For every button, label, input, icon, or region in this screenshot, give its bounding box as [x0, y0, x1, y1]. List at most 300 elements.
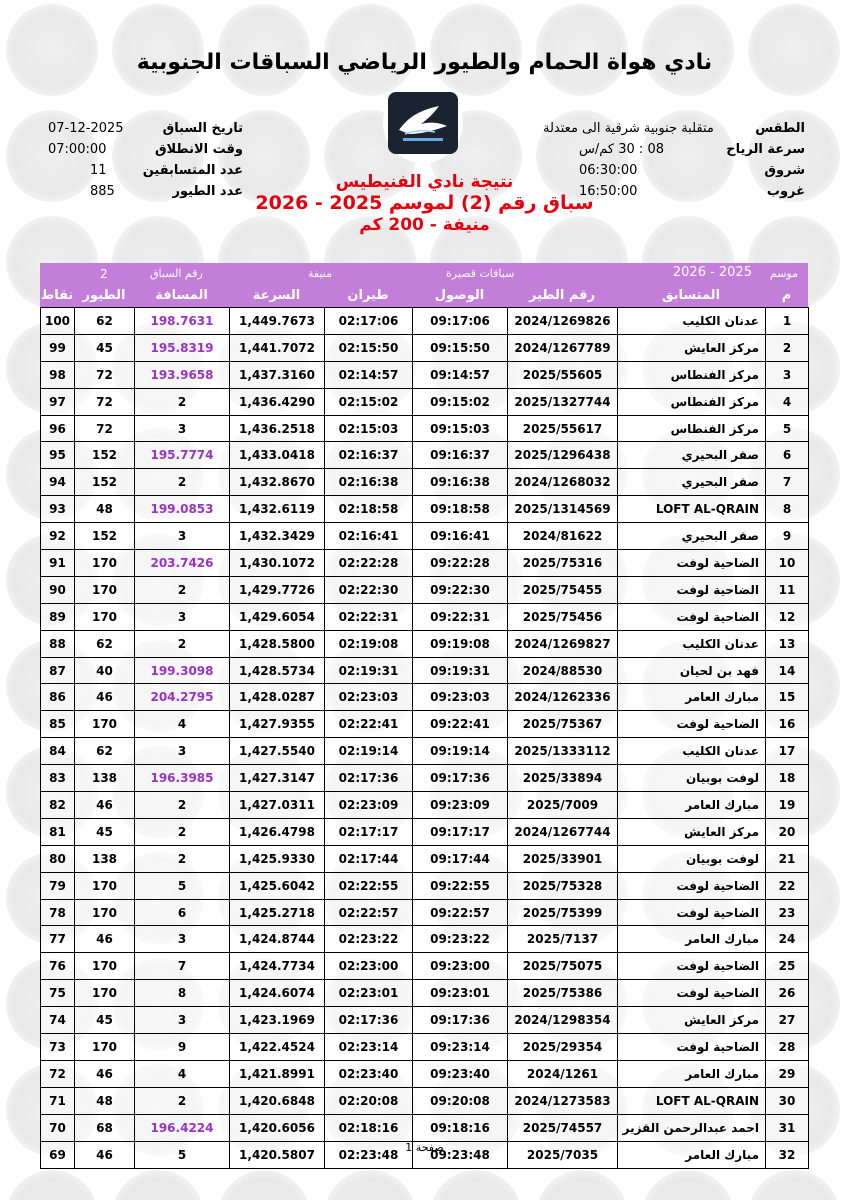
- cell-birds: 46: [75, 1060, 135, 1087]
- cell-ring: 2024/1273583: [508, 1087, 618, 1114]
- cell-flight: 02:23:48: [325, 1141, 413, 1168]
- cell-speed: 1,437.3160: [230, 361, 325, 388]
- table-row: [41, 523, 809, 550]
- cell-birds: 170: [75, 1034, 135, 1061]
- cell-speed: 1,422.4524: [230, 1034, 325, 1061]
- cell-flight: 02:17:06: [325, 308, 413, 335]
- cell-flight: 02:20:08: [325, 1087, 413, 1114]
- cell-name: الضاحية لوفت: [618, 603, 766, 630]
- table-row: [41, 792, 809, 819]
- cell-distance: 6: [135, 899, 230, 926]
- col-arrival: الوصول: [434, 288, 485, 303]
- bar-location: منيفة: [308, 267, 332, 280]
- cell-speed: 1,424.8744: [230, 926, 325, 953]
- cell-ring: 2025/75367: [508, 711, 618, 738]
- cell-points: 71: [41, 1087, 75, 1114]
- cell-ring: 2024/1261: [508, 1060, 618, 1087]
- cell-flight: 02:22:57: [325, 899, 413, 926]
- cell-arrival: 09:22:28: [413, 550, 508, 577]
- cell-points: 84: [41, 738, 75, 765]
- cell-flight: 02:22:55: [325, 872, 413, 899]
- col-name: المتسابق: [661, 288, 721, 303]
- cell-rank: 18: [766, 765, 809, 792]
- cell-flight: 02:23:01: [325, 980, 413, 1007]
- cell-distance: 8: [135, 980, 230, 1007]
- cell-distance: 193.9658: [135, 361, 230, 388]
- cell-speed: 1,428.5734: [230, 657, 325, 684]
- cell-flight: 02:15:50: [325, 334, 413, 361]
- cell-birds: 152: [75, 442, 135, 469]
- table-header-bar: [40, 263, 808, 307]
- table-row: [41, 388, 809, 415]
- cell-birds: 170: [75, 711, 135, 738]
- cell-speed: 1,427.5540: [230, 738, 325, 765]
- cell-points: 75: [41, 980, 75, 1007]
- table-row: [41, 603, 809, 630]
- cell-distance: 3: [135, 738, 230, 765]
- cell-arrival: 09:22:31: [413, 603, 508, 630]
- cell-birds: 45: [75, 818, 135, 845]
- wind-label: سرعة الرياح: [726, 142, 805, 157]
- cell-rank: 23: [766, 899, 809, 926]
- table-row: [41, 711, 809, 738]
- table-row: [41, 765, 809, 792]
- cell-arrival: 09:23:00: [413, 953, 508, 980]
- cell-distance: 5: [135, 1141, 230, 1168]
- cell-distance: 196.3985: [135, 765, 230, 792]
- cell-rank: 7: [766, 469, 809, 496]
- cell-name: فهد بن لحيان: [618, 657, 766, 684]
- cell-arrival: 09:22:41: [413, 711, 508, 738]
- cell-birds: 170: [75, 576, 135, 603]
- cell-distance: 2: [135, 845, 230, 872]
- cell-points: 91: [41, 550, 75, 577]
- table-row: [41, 550, 809, 577]
- cell-rank: 12: [766, 603, 809, 630]
- cell-rank: 2: [766, 334, 809, 361]
- cell-arrival: 09:23:14: [413, 1034, 508, 1061]
- cell-ring: 2025/1314569: [508, 496, 618, 523]
- cell-arrival: 09:22:30: [413, 576, 508, 603]
- cell-arrival: 09:23:22: [413, 926, 508, 953]
- race-location-title: منيفة - 200 كم: [359, 215, 490, 235]
- cell-name: مبارك العامر: [618, 684, 766, 711]
- cell-points: 78: [41, 899, 75, 926]
- results-table-wrap: [40, 263, 808, 1169]
- cell-speed: 1,429.6054: [230, 603, 325, 630]
- cell-arrival: 09:16:37: [413, 442, 508, 469]
- cell-name: الضاحية لوفت: [618, 576, 766, 603]
- cell-speed: 1,421.8991: [230, 1060, 325, 1087]
- release-time-label: وقت الانطلاق: [154, 142, 243, 157]
- cell-points: 80: [41, 845, 75, 872]
- cell-rank: 4: [766, 388, 809, 415]
- cell-flight: 02:22:31: [325, 603, 413, 630]
- cell-name: لوفت بوبيان: [618, 845, 766, 872]
- cell-ring: 2025/7137: [508, 926, 618, 953]
- cell-rank: 17: [766, 738, 809, 765]
- cell-name: لوفت بوبيان: [618, 765, 766, 792]
- cell-birds: 46: [75, 926, 135, 953]
- cell-distance: 4: [135, 1060, 230, 1087]
- cell-distance: 7: [135, 953, 230, 980]
- cell-speed: 1,436.2518: [230, 415, 325, 442]
- col-flight: طيران: [347, 288, 389, 303]
- cell-points: 95: [41, 442, 75, 469]
- cell-points: 94: [41, 469, 75, 496]
- cell-birds: 72: [75, 388, 135, 415]
- cell-distance: 3: [135, 415, 230, 442]
- cell-rank: 21: [766, 845, 809, 872]
- cell-ring: 2024/1262336: [508, 684, 618, 711]
- cell-points: 90: [41, 576, 75, 603]
- cell-points: 73: [41, 1034, 75, 1061]
- cell-points: 86: [41, 684, 75, 711]
- table-row: [41, 334, 809, 361]
- participants-label: عدد المتسابقين: [142, 163, 243, 178]
- cell-birds: 46: [75, 684, 135, 711]
- cell-rank: 13: [766, 630, 809, 657]
- cell-ring: 2025/55617: [508, 415, 618, 442]
- cell-birds: 170: [75, 872, 135, 899]
- cell-rank: 8: [766, 496, 809, 523]
- cell-arrival: 09:16:38: [413, 469, 508, 496]
- cell-ring: 2024/1269826: [508, 308, 618, 335]
- cell-flight: 02:19:14: [325, 738, 413, 765]
- cell-rank: 32: [766, 1141, 809, 1168]
- cell-ring: 2024/1267744: [508, 818, 618, 845]
- cell-birds: 62: [75, 630, 135, 657]
- cell-flight: 02:15:02: [325, 388, 413, 415]
- cell-points: 72: [41, 1060, 75, 1087]
- birds-label: عدد الطيور: [172, 184, 243, 199]
- table-row: [41, 818, 809, 845]
- cell-speed: 1,420.5807: [230, 1141, 325, 1168]
- cell-ring: 2025/1327744: [508, 388, 618, 415]
- cell-name: صقر البحيري: [618, 442, 766, 469]
- table-row: [41, 684, 809, 711]
- race-number-value: 2: [100, 267, 108, 281]
- cell-ring: 2025/7009: [508, 792, 618, 819]
- cell-flight: 02:17:36: [325, 1007, 413, 1034]
- cell-speed: 1,430.1072: [230, 550, 325, 577]
- cell-speed: 1,426.4798: [230, 818, 325, 845]
- cell-ring: 2025/1296438: [508, 442, 618, 469]
- cell-flight: 02:19:08: [325, 630, 413, 657]
- cell-name: الضاحية لوفت: [618, 899, 766, 926]
- table-row: [41, 308, 809, 335]
- cell-points: 85: [41, 711, 75, 738]
- cell-arrival: 09:19:14: [413, 738, 508, 765]
- cell-birds: 62: [75, 308, 135, 335]
- col-rank: م: [781, 288, 792, 303]
- cell-name: مركز العايش: [618, 334, 766, 361]
- cell-distance: 3: [135, 1007, 230, 1034]
- cell-ring: 2024/81622: [508, 523, 618, 550]
- cell-rank: 20: [766, 818, 809, 845]
- cell-flight: 02:23:14: [325, 1034, 413, 1061]
- table-row: [41, 953, 809, 980]
- participants-value: 11: [90, 163, 107, 178]
- page-number: صفحة 1: [405, 1141, 444, 1154]
- cell-speed: 1,432.8670: [230, 469, 325, 496]
- cell-distance: 203.7426: [135, 550, 230, 577]
- season-label: موسم: [769, 267, 798, 280]
- cell-ring: 2025/55605: [508, 361, 618, 388]
- cell-speed: 1,449.7673: [230, 308, 325, 335]
- table-row: [41, 1060, 809, 1087]
- cell-flight: 02:22:30: [325, 576, 413, 603]
- cell-points: 98: [41, 361, 75, 388]
- cell-ring: 2024/1267789: [508, 334, 618, 361]
- release-time-value: 07:00:00: [48, 142, 107, 157]
- cell-arrival: 09:23:48: [413, 1141, 508, 1168]
- cell-arrival: 09:20:08: [413, 1087, 508, 1114]
- table-row: [41, 415, 809, 442]
- cell-name: LOFT AL-QRAIN: [618, 496, 766, 523]
- cell-distance: 9: [135, 1034, 230, 1061]
- cell-birds: 40: [75, 657, 135, 684]
- cell-birds: 152: [75, 469, 135, 496]
- cell-distance: 2: [135, 818, 230, 845]
- cell-rank: 5: [766, 415, 809, 442]
- cell-speed: 1,420.6848: [230, 1087, 325, 1114]
- cell-arrival: 09:15:03: [413, 415, 508, 442]
- table-row: [41, 469, 809, 496]
- cell-ring: 2025/33894: [508, 765, 618, 792]
- cell-speed: 1,436.4290: [230, 388, 325, 415]
- table-row: [41, 872, 809, 899]
- cell-rank: 29: [766, 1060, 809, 1087]
- cell-ring: 2025/74557: [508, 1114, 618, 1141]
- cell-name: الضاحية لوفت: [618, 1034, 766, 1061]
- cell-arrival: 09:18:58: [413, 496, 508, 523]
- cell-birds: 170: [75, 550, 135, 577]
- cell-birds: 138: [75, 765, 135, 792]
- results-body: [41, 308, 809, 1169]
- cell-points: 82: [41, 792, 75, 819]
- cell-arrival: 09:17:06: [413, 308, 508, 335]
- cell-distance: 4: [135, 711, 230, 738]
- race-number-label: رقم السباق: [150, 267, 203, 280]
- cell-speed: 1,441.7072: [230, 334, 325, 361]
- cell-arrival: 09:23:09: [413, 792, 508, 819]
- cell-birds: 152: [75, 523, 135, 550]
- cell-arrival: 09:17:36: [413, 1007, 508, 1034]
- cell-rank: 14: [766, 657, 809, 684]
- cell-distance: 3: [135, 603, 230, 630]
- cell-distance: 196.4224: [135, 1114, 230, 1141]
- results-table: [40, 307, 809, 1169]
- cell-ring: 2025/75075: [508, 953, 618, 980]
- cell-rank: 3: [766, 361, 809, 388]
- cell-rank: 16: [766, 711, 809, 738]
- cell-birds: 170: [75, 899, 135, 926]
- cell-name: LOFT AL-QRAIN: [618, 1087, 766, 1114]
- cell-ring: 2024/1268032: [508, 469, 618, 496]
- table-row: [41, 496, 809, 523]
- cell-flight: 02:23:40: [325, 1060, 413, 1087]
- col-birds: الطيور: [82, 288, 126, 303]
- cell-rank: 26: [766, 980, 809, 1007]
- wind-value: 08 : 30 كم/س: [579, 142, 664, 157]
- cell-name: مركز الفنطاس: [618, 415, 766, 442]
- weather-label: الطقس: [755, 121, 805, 136]
- race-date-row: [48, 118, 243, 139]
- cell-distance: 5: [135, 872, 230, 899]
- cell-speed: 1,420.6056: [230, 1114, 325, 1141]
- weather-row: [543, 118, 805, 139]
- cell-speed: 1,432.6119: [230, 496, 325, 523]
- cell-rank: 30: [766, 1087, 809, 1114]
- cell-points: 96: [41, 415, 75, 442]
- cell-rank: 9: [766, 523, 809, 550]
- cell-arrival: 09:15:02: [413, 388, 508, 415]
- cell-points: 93: [41, 496, 75, 523]
- cell-distance: 2: [135, 576, 230, 603]
- cell-ring: 2025/1333112: [508, 738, 618, 765]
- cell-speed: 1,429.7726: [230, 576, 325, 603]
- cell-speed: 1,425.2718: [230, 899, 325, 926]
- table-row: [41, 657, 809, 684]
- cell-rank: 28: [766, 1034, 809, 1061]
- cell-name: مركز الفنطاس: [618, 361, 766, 388]
- cell-flight: 02:23:09: [325, 792, 413, 819]
- cell-arrival: 09:17:36: [413, 765, 508, 792]
- cell-speed: 1,432.3429: [230, 523, 325, 550]
- cell-arrival: 09:17:17: [413, 818, 508, 845]
- cell-flight: 02:17:36: [325, 765, 413, 792]
- cell-birds: 138: [75, 845, 135, 872]
- sunset-label: غروب: [766, 184, 805, 199]
- cell-distance: 199.0853: [135, 496, 230, 523]
- cell-name: مبارك العامر: [618, 926, 766, 953]
- cell-rank: 6: [766, 442, 809, 469]
- cell-distance: 199.3098: [135, 657, 230, 684]
- cell-name: مبارك العامر: [618, 792, 766, 819]
- cell-flight: 02:15:03: [325, 415, 413, 442]
- cell-flight: 02:18:16: [325, 1114, 413, 1141]
- cell-birds: 170: [75, 603, 135, 630]
- cell-name: مركز العايش: [618, 1007, 766, 1034]
- cell-distance: 2: [135, 630, 230, 657]
- pigeon-icon: [395, 100, 451, 146]
- cell-arrival: 09:23:03: [413, 684, 508, 711]
- result-title: نتيجة نادي الفنيطيس: [335, 172, 514, 192]
- col-points: نقاط: [40, 288, 74, 303]
- cell-distance: 198.7631: [135, 308, 230, 335]
- cell-speed: 1,425.6042: [230, 872, 325, 899]
- cell-distance: 2: [135, 388, 230, 415]
- cell-name: الضاحية لوفت: [618, 711, 766, 738]
- season-value: 2026 - 2025: [672, 265, 752, 280]
- cell-birds: 72: [75, 415, 135, 442]
- table-row: [41, 980, 809, 1007]
- cell-distance: 2: [135, 1087, 230, 1114]
- table-row: [41, 442, 809, 469]
- cell-flight: 02:22:28: [325, 550, 413, 577]
- table-row: [41, 1007, 809, 1034]
- cell-arrival: 09:14:57: [413, 361, 508, 388]
- sunrise-label: شروق: [764, 163, 805, 178]
- cell-points: 77: [41, 926, 75, 953]
- cell-birds: 45: [75, 1007, 135, 1034]
- cell-name: عدنان الكليب: [618, 630, 766, 657]
- cell-flight: 02:23:00: [325, 953, 413, 980]
- cell-arrival: 09:16:41: [413, 523, 508, 550]
- pigeon-logo-icon: [388, 92, 458, 154]
- sunset-value: 16:50:00: [579, 184, 638, 199]
- birds-value: 885: [90, 184, 115, 199]
- cell-rank: 31: [766, 1114, 809, 1141]
- cell-ring: 2024/1269827: [508, 630, 618, 657]
- cell-arrival: 09:22:57: [413, 899, 508, 926]
- cell-rank: 25: [766, 953, 809, 980]
- cell-rank: 27: [766, 1007, 809, 1034]
- col-ring: رقم الطير: [528, 288, 596, 303]
- race-title-block: [0, 172, 849, 236]
- cell-distance: 195.7774: [135, 442, 230, 469]
- col-distance: المسافة: [155, 288, 208, 303]
- cell-ring: 2024/1298354: [508, 1007, 618, 1034]
- cell-arrival: 09:22:55: [413, 872, 508, 899]
- cell-birds: 46: [75, 1141, 135, 1168]
- cell-speed: 1,428.5800: [230, 630, 325, 657]
- cell-name: مبارك العامر: [618, 1141, 766, 1168]
- cell-ring: 2025/75316: [508, 550, 618, 577]
- cell-flight: 02:16:37: [325, 442, 413, 469]
- cell-birds: 45: [75, 334, 135, 361]
- table-row: [41, 926, 809, 953]
- release-time-row: [48, 139, 243, 160]
- cell-ring: 2025/75399: [508, 899, 618, 926]
- cell-arrival: 09:17:44: [413, 845, 508, 872]
- cell-speed: 1,424.7734: [230, 953, 325, 980]
- cell-points: 97: [41, 388, 75, 415]
- cell-flight: 02:14:57: [325, 361, 413, 388]
- cell-speed: 1,423.1969: [230, 1007, 325, 1034]
- table-row: [41, 361, 809, 388]
- cell-ring: 2025/75386: [508, 980, 618, 1007]
- sunrise-value: 06:30:00: [579, 163, 638, 178]
- cell-birds: 48: [75, 496, 135, 523]
- cell-ring: 2025/29354: [508, 1034, 618, 1061]
- table-row: [41, 1034, 809, 1061]
- col-speed: السرعة: [252, 288, 301, 303]
- club-title: نادي هواة الحمام والطيور الرياضي السباقات الجنوبية: [136, 50, 713, 75]
- cell-arrival: 09:18:16: [413, 1114, 508, 1141]
- table-row: [41, 738, 809, 765]
- cell-speed: 1,427.0311: [230, 792, 325, 819]
- cell-points: 81: [41, 818, 75, 845]
- cell-ring: 2025/75456: [508, 603, 618, 630]
- cell-name: الضاحية لوفت: [618, 953, 766, 980]
- cell-speed: 1,433.0418: [230, 442, 325, 469]
- cell-flight: 02:16:41: [325, 523, 413, 550]
- cell-ring: 2025/33901: [508, 845, 618, 872]
- cell-points: 92: [41, 523, 75, 550]
- cell-distance: 2: [135, 469, 230, 496]
- cell-flight: 02:17:44: [325, 845, 413, 872]
- cell-name: عدنان الكليب: [618, 738, 766, 765]
- cell-birds: 72: [75, 361, 135, 388]
- weather-value: متقلبة جنوبية شرقية الى معتدلة: [543, 121, 714, 136]
- cell-name: الضاحية لوفت: [618, 872, 766, 899]
- cell-points: 76: [41, 953, 75, 980]
- cell-flight: 02:23:03: [325, 684, 413, 711]
- cell-ring: 2025/7035: [508, 1141, 618, 1168]
- cell-name: صقر البحيري: [618, 469, 766, 496]
